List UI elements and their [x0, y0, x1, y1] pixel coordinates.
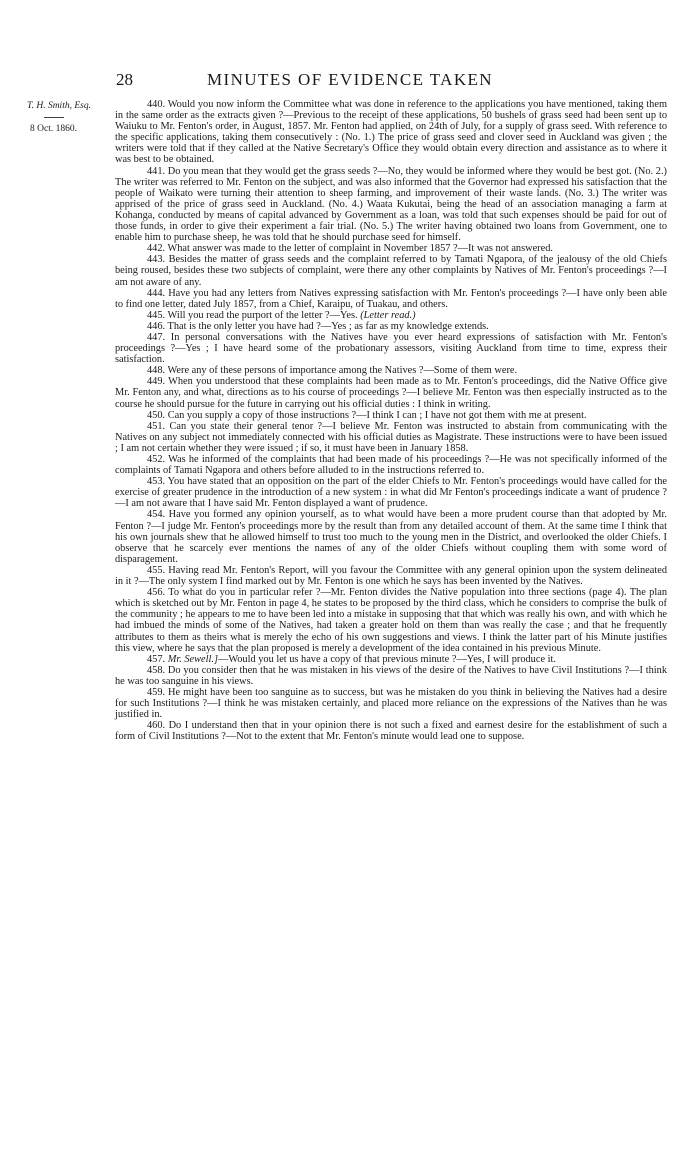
question-455: 455. Having read Mr. Fenton's Report, will you favour the Committee with any general opinion upon the system delineated in it ?—The only system I find marked out by Mr. Fenton is one which he says has been invented by the Natives. [115, 564, 667, 588]
question-456: 456. To what do you in particular refer ?—Mr. Fenton divides the Native population into three sections (page 4). The plan which is sketched out by Mr. Fenton in page 4, he states to be proposed by the third class, which he considers to comprise the bulk of the community ; he appears to me to have been led into a mistake in supposing that that which was really his own, and with which he had imbued the minds of some of the Natives, had taken a greater hold on them than was really the case ; and that he frequently attributes to them as theirs what is merely the echo of his own suggestions and views. I think the latter part of his Minute justifies this view, where he says that the plan proposed is merely a development of the idea contained in his previous Minute. [115, 587, 667, 654]
question-451: 451. Can you state their general tenor ?—I believe Mr. Fenton was instructed to abstain from communicating with the Natives on any subject not immediately connected with his official duties as Magistrate. These instructions were to have been issued ; I am not certain whether they were issued ; if so, it must have been in January 1858. [115, 420, 667, 454]
question-448: 448. Were any of these persons of importance among the Natives ?—Some of them were. [147, 365, 518, 377]
question-452: 452. Was he informed of the complaints that had been made of his proceedings ?—He was not specifically informed of the complaints of Tamati Ngapora and others before alluded to in the instructions referred to. [115, 454, 667, 477]
letter-read-note: (Letter read.) [360, 309, 416, 321]
question-449: 449. When you understood that these complaints had been made as to Mr. Fenton's proceedings, did the Native Office give Mr. Fenton any, and what, directions as to his course of proceedings ?—I believe Mr. Fenton was then especially instructed as to the course he should pursue for the future in carrying out his official duties : I think in writing. [115, 376, 667, 410]
question-442: 442. What answer was made to the letter of complaint in November 1857 ?—It was not answered. [147, 243, 553, 255]
question-443: 443. Besides the matter of grass seeds and the complaint referred to by Tamati Ngapora, of the jealousy of the old Chiefs being roused, besides these two subjects of complaint, were there any other complaints by Natives of Mr. Fenton's proceedings ?—I am not aware of any. [115, 254, 667, 288]
speaker-name: Mr. Sewell.] [167, 653, 218, 665]
question-444: 444. Have you had any letters from Natives expressing satisfaction with Mr. Fenton's proceedings ?—I have only been able to find one letter, dated July 1857, from a Chief, Karaipu, of Tuakau, and others. [115, 287, 667, 310]
question-459: 459. He might have been too sanguine as to success, but was he mistaken do you think in believing the Natives had a desire for such Institutions ?—I think he was mistaken certainly, and placed more reliance on the expressions of the Natives than he was justified in. [115, 686, 667, 721]
margin-witness-name: T. H. Smith, Esq. [27, 101, 91, 111]
question-454: 454. Have you formed any opinion yourself, as to what would have been a more prudent course than that adopted by Mr. Fenton ?—I judge Mr. Fenton's proceedings more by the result than from any detailed account of them. At the same time I think that his own journals shew that he allowed himself to trust too much to the young men in the District, and overlooked the older Chiefs. I observe that he scarcely ever mentions the names of any of the older Chiefs without coupling them with some word of disparagement. [115, 509, 667, 565]
question-457 [115, 654, 667, 665]
evidence-body [115, 99, 667, 742]
margin-date: 8 Oct. 1860. [30, 124, 77, 134]
margin-divider [44, 117, 64, 118]
question-446: 446. That is the only letter you have had ?—Yes ; as far as my knowledge extends. [147, 320, 489, 332]
question-458: 458. Do you consider then that he was mistaken in his views of the desire of the Natives to have Civil Institutions ?—I think he was too sanguine in his views. [115, 664, 667, 687]
page-number: 28 [116, 70, 133, 89]
question-441: 441. Do you mean that they would get the grass seeds ?—No, they would be informed where they would be best got. (No. 2.) The writer was referred to Mr. Fenton on the subject, and was also informed that the Governor had expressed his satisfaction that the people of Waikato were turning their attention to sheep farming, and improvement of their waste lands. (No. 3.) The writer was apprised of the price of grass seed in Auckland. (No. 4.) Waata Kukutai, being the head of an association managing a farm at Kohanga, conducted by means of capital advanced by Government as a loan, was told that such expenses should be paid for out of those funds, in order to give their experiment a fair trial. (No. 5.) The writer having obtained two loans from Government, one to enable him to purchase sheep, he was told that he should purchase seed for himself. [115, 165, 667, 244]
question-460: 460. Do I understand then that in your opinion there is not such a fixed and earnest desire for the establishment of such a form of Civil Institutions ?—Not to the extent that Mr. Fenton's minute would lead one to suppose. [115, 720, 667, 743]
question-445-text: 445. Will you read the purport of the letter ?—Yes. [147, 309, 358, 321]
running-head: MINUTES OF EVIDENCE TAKEN [207, 70, 493, 89]
question-450: 450. Can you supply a copy of those instructions ?—I think I can ; I have not got them with me at present. [147, 409, 587, 421]
question-447: 447. In personal conversations with the Natives have you ever heard expressions of satisfaction with Mr. Fenton's proceedings ?—Yes ; I have heard some of the probationary assessors, visiting Auckland from time to time, express their satisfaction. [115, 331, 667, 366]
question-445 [115, 310, 667, 321]
question-457-text: —Would you let us have a copy of that previous minute ?—Yes, I will produce it. [217, 653, 556, 665]
question-453: 453. You have stated that an opposition on the part of the elder Chiefs to Mr. Fenton's proceedings would have called for the exercise of greater prudence in the introduction of a new system : in what did Mr Fenton's proceedings indicate a want of prudence ?—I am not aware that I have said Mr. Fenton displayed a want of prudence. [115, 476, 667, 510]
question-440: 440. Would you now inform the Committee what was done in reference to the applications you have mentioned, taking them in the same order as the extracts given ?—Previous to the receipt of these applications, 50 bushels of grass seed had been sent up to Waiuku to Mr. Fenton's order, in August, 1857. Mr. Fenton had applied, on 24th of July, for a supply of grass seed. With reference to the specific applications, taking them consecutively : (No. 1.) The price of grass seed and clover seed in Auckland was given ; the writers were told that if they called at the Native Secretary's Office they would obtain every direction and assistance as to where it was best to be obtained. [115, 99, 667, 166]
question-457-number: 457. [147, 653, 166, 665]
